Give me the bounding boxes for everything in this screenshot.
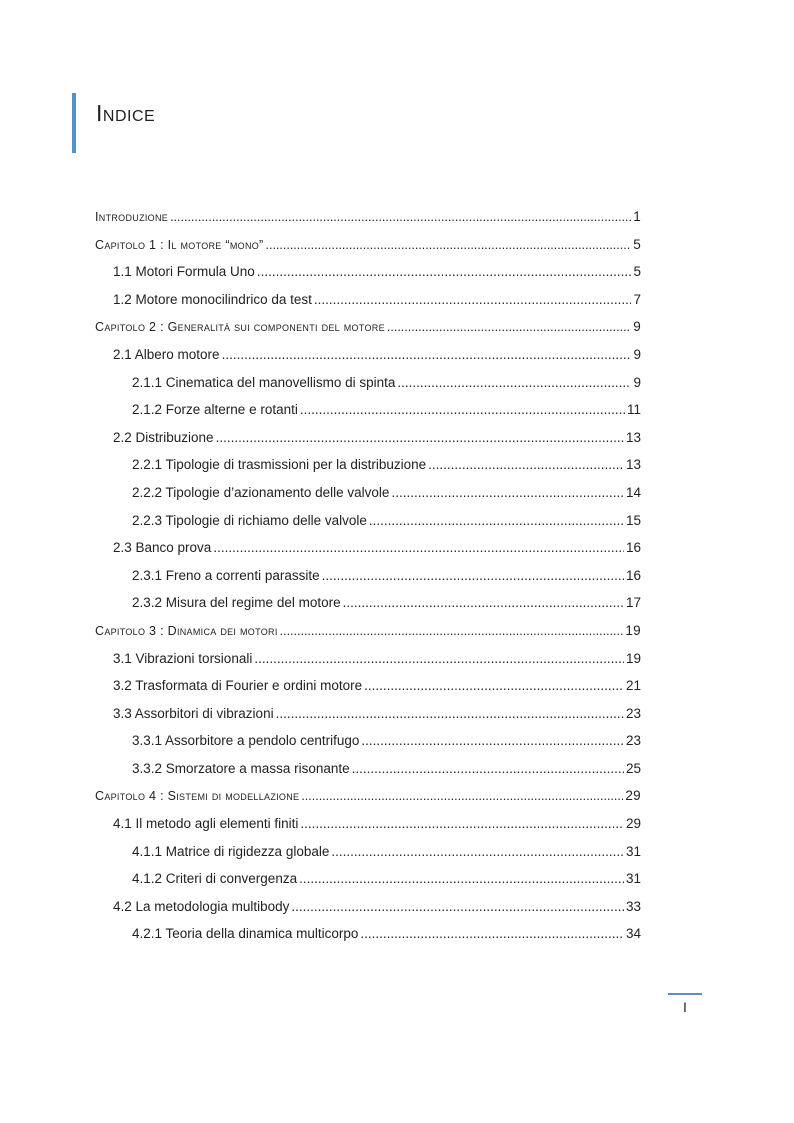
toc-entry[interactable] xyxy=(95,424,641,452)
toc-entry[interactable] xyxy=(95,562,641,590)
toc-entry-title: 4.1.1 Matrice di rigidezza globale xyxy=(132,843,330,859)
table-of-contents xyxy=(95,203,641,948)
toc-entry[interactable] xyxy=(95,313,641,341)
toc-entry-title: Capitolo 3 : Dinamica dei motori xyxy=(95,623,278,638)
toc-entry-title: 2.3.1 Freno a correnti parassite xyxy=(132,567,320,583)
toc-entry-title: 2.2.2 Tipologie d’azionamento delle valvole xyxy=(132,484,390,500)
toc-entry-title: 4.2 La metodologia multibody xyxy=(113,898,290,914)
toc-entry[interactable] xyxy=(95,534,641,562)
toc-entry-page: 19 xyxy=(625,622,641,638)
toc-entry-title: Capitolo 2 : Generalità sui componenti del motore xyxy=(95,320,385,335)
toc-dot-leader xyxy=(216,424,624,452)
toc-entry-title: 3.1 Vibrazioni torsionali xyxy=(113,650,253,666)
toc-entry-title: 1.1 Motori Formula Uno xyxy=(113,264,255,280)
toc-entry-title: 3.2 Trasformata di Fourier e ordini motore xyxy=(113,678,363,694)
toc-entry-page: 9 xyxy=(633,319,641,335)
toc-entry[interactable] xyxy=(95,617,641,645)
toc-entry-page: 16 xyxy=(625,540,641,556)
toc-dot-leader xyxy=(352,755,624,783)
toc-entry[interactable] xyxy=(95,700,641,728)
toc-entry-page: 9 xyxy=(633,374,641,390)
toc-entry-title: 4.2.1 Teoria della dinamica multicorpo xyxy=(132,926,359,942)
toc-entry-title: 2.3.2 Misura del regime del motore xyxy=(132,595,341,611)
toc-entry-title: 2.1.1 Cinematica del manovellismo di spinta xyxy=(132,374,396,390)
toc-entry[interactable] xyxy=(95,893,641,921)
page-title: Indice xyxy=(96,100,156,126)
footer-accent-line xyxy=(668,993,702,995)
page-number: I xyxy=(683,999,687,1015)
toc-entry-page: 14 xyxy=(625,484,641,500)
toc-entry[interactable] xyxy=(95,672,641,700)
toc-entry[interactable] xyxy=(95,838,641,866)
toc-dot-leader xyxy=(428,451,624,479)
toc-entry-page: 31 xyxy=(625,871,641,887)
toc-dot-leader xyxy=(222,341,632,369)
toc-entry-title: 3.3 Assorbitori di vibrazioni xyxy=(113,705,274,721)
toc-entry-title: Capitolo 1 : Il motore “mono” xyxy=(95,237,264,252)
toc-entry-title: 4.1.2 Criteri di convergenza xyxy=(132,871,298,887)
toc-entry[interactable] xyxy=(95,231,641,259)
toc-entry[interactable] xyxy=(95,479,641,507)
toc-entry-page: 31 xyxy=(625,843,641,859)
toc-dot-leader xyxy=(276,700,624,728)
toc-entry-page: 17 xyxy=(625,595,641,611)
toc-entry-title: Introduzione xyxy=(95,210,169,224)
toc-entry-title: 2.3 Banco prova xyxy=(113,540,212,556)
toc-dot-leader xyxy=(397,369,631,397)
toc-entry[interactable] xyxy=(95,727,641,755)
toc-dot-leader xyxy=(343,589,624,617)
toc-entry-page: 5 xyxy=(633,264,641,280)
toc-entry-title: 1.2 Motore monocilindrico da test xyxy=(113,291,312,307)
toc-entry[interactable] xyxy=(95,451,641,479)
toc-entry[interactable] xyxy=(95,286,641,314)
toc-entry-title: 2.2 Distribuzione xyxy=(113,429,214,445)
toc-dot-leader xyxy=(257,258,632,286)
toc-entry-page: 21 xyxy=(625,678,641,694)
toc-dot-leader xyxy=(254,645,624,673)
toc-entry-page: 34 xyxy=(625,926,641,942)
toc-entry[interactable] xyxy=(95,755,641,783)
toc-entry[interactable] xyxy=(95,507,641,535)
toc-dot-leader xyxy=(322,562,624,590)
toc-entry[interactable] xyxy=(95,645,641,673)
toc-entry[interactable] xyxy=(95,865,641,893)
toc-dot-leader xyxy=(301,783,623,811)
toc-entry-page: 29 xyxy=(625,788,641,804)
toc-entry-page: 13 xyxy=(625,429,641,445)
toc-entry-page: 33 xyxy=(625,898,641,914)
toc-entry-page: 29 xyxy=(625,816,641,832)
toc-entry-page: 23 xyxy=(625,733,641,749)
toc-dot-leader xyxy=(213,534,624,562)
toc-entry-page: 5 xyxy=(633,236,641,252)
toc-entry-page: 19 xyxy=(625,650,641,666)
toc-entry-page: 1 xyxy=(633,209,641,224)
toc-entry-page: 25 xyxy=(625,760,641,776)
toc-entry-page: 11 xyxy=(626,402,641,418)
toc-entry-title: Capitolo 4 : Sistemi di modellazione xyxy=(95,789,300,804)
toc-entry-page: 23 xyxy=(625,705,641,721)
toc-dot-leader xyxy=(291,893,624,921)
toc-entry[interactable] xyxy=(95,810,641,838)
toc-entry[interactable] xyxy=(95,203,641,231)
toc-dot-leader xyxy=(280,618,624,646)
toc-entry-title: 3.3.1 Assorbitore a pendolo centrifugo xyxy=(132,733,360,749)
toc-entry-page: 7 xyxy=(633,291,641,307)
toc-dot-leader xyxy=(360,920,624,948)
toc-entry-title: 2.1 Albero motore xyxy=(113,346,220,362)
toc-entry-page: 16 xyxy=(625,567,641,583)
toc-entry-title: 4.1 Il metodo agli elementi finiti xyxy=(113,816,299,832)
toc-entry-page: 15 xyxy=(625,512,641,528)
toc-dot-leader xyxy=(391,479,624,507)
toc-entry-title: 2.1.2 Forze alterne e rotanti xyxy=(132,402,298,418)
toc-entry[interactable] xyxy=(95,369,641,397)
toc-dot-leader xyxy=(387,314,631,342)
toc-dot-leader xyxy=(300,396,625,424)
toc-dot-leader xyxy=(364,672,624,700)
toc-dot-leader xyxy=(331,838,624,866)
toc-entry[interactable] xyxy=(95,920,641,948)
toc-entry[interactable] xyxy=(95,341,641,369)
toc-entry-page: 13 xyxy=(625,457,641,473)
toc-entry[interactable] xyxy=(95,589,641,617)
heading-accent-bar xyxy=(72,93,76,153)
toc-dot-leader xyxy=(170,204,631,232)
toc-dot-leader xyxy=(369,507,624,535)
toc-entry-title: 2.2.1 Tipologie di trasmissioni per la distribuzione xyxy=(132,457,427,473)
toc-entry-title: 2.2.3 Tipologie di richiamo delle valvole xyxy=(132,512,367,528)
toc-entry[interactable] xyxy=(95,258,641,286)
toc-dot-leader xyxy=(361,727,624,755)
toc-entry[interactable] xyxy=(95,396,641,424)
toc-dot-leader xyxy=(314,286,632,314)
toc-dot-leader xyxy=(300,810,624,838)
toc-dot-leader xyxy=(266,232,632,260)
toc-entry-page: 9 xyxy=(633,346,641,362)
toc-entry[interactable] xyxy=(95,782,641,810)
toc-dot-leader xyxy=(299,865,624,893)
toc-entry-title: 3.3.2 Smorzatore a massa risonante xyxy=(132,760,350,776)
